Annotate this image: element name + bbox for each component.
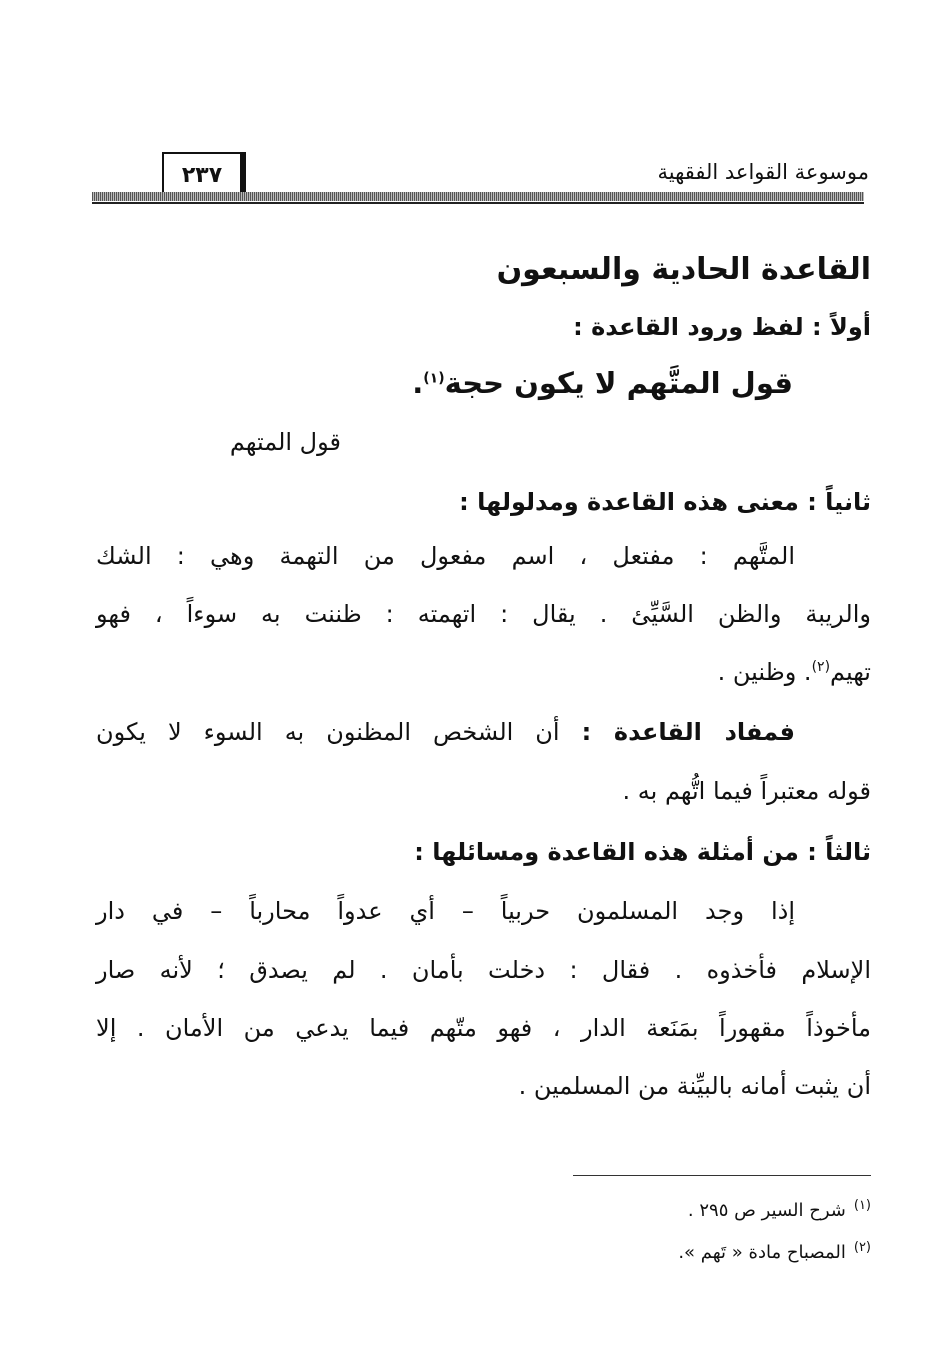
paragraph-2-text: أن الشخص المظنون به السوء لا يكون xyxy=(96,718,560,746)
rule-heading: القاعدة الحادية والسبعون xyxy=(496,252,871,287)
section-3-title: ثالثاً : من أمثلة هذه القاعدة ومسائلها : xyxy=(414,838,871,866)
rule-text: قول المتَّهم لا يكون حجة xyxy=(444,366,793,400)
paragraph-3-line-3: مأخوذاً مقهوراً بمَنَعة الدار ، فهو متّهم فيما يدعي من الأمان . إلا xyxy=(96,1014,871,1042)
footnote-separator xyxy=(573,1175,871,1176)
footnote-1-mark: (١) xyxy=(853,1198,871,1213)
section-2-title: ثانياً : معنى هذه القاعدة ومدلولها : xyxy=(459,488,871,516)
subtitle-handwritten: قول المتهم xyxy=(229,428,341,456)
paragraph-1-line-1: المتَّهم : مفتعل ، اسم مفعول من التهمة وهي : الشك xyxy=(96,542,795,570)
running-header-title: موسوعة القواعد الفقهية xyxy=(657,160,869,184)
header-rule xyxy=(92,192,864,201)
paragraph-1-line-2: والريبة والظن السَّيِّئ . يقال : اتهمته : ظننت به سوءاً ، فهو xyxy=(96,600,871,628)
paragraph-1-line-3 xyxy=(718,658,871,687)
footnote-2-text: المصباح مادة « تَهم ». xyxy=(678,1242,846,1263)
header-rule-thin xyxy=(92,202,864,204)
paragraph-1-word: تهيم xyxy=(830,658,871,686)
footnote-ref-1: (١) xyxy=(423,370,445,387)
footnote-1 xyxy=(688,1198,871,1221)
paragraph-1-end: . وظنين . xyxy=(717,658,812,686)
section-1-title: أولاً : لفظ ورود القاعدة : xyxy=(573,313,871,341)
paragraph-2-label: فمفاد القاعدة : xyxy=(581,718,795,746)
footnote-ref-2: (٢) xyxy=(811,659,831,675)
page-number: ٢٣٧ xyxy=(181,162,223,188)
footnote-1-text: شرح السير ص ٢٩٥ . xyxy=(687,1200,846,1221)
paragraph-3-line-1: إذا وجد المسلمون حربياً – أي عدواً محارباً – في دار xyxy=(96,897,795,925)
rule-end: . xyxy=(412,366,424,400)
paragraph-2-line-2: قوله معتبراً فيما اتُّهم به . xyxy=(622,777,871,805)
paragraph-2-line-1 xyxy=(96,718,795,747)
rule-statement xyxy=(412,366,793,401)
paragraph-3-line-4: أن يثبت أمانه بالبيِّنة من المسلمين . xyxy=(518,1072,871,1100)
footnote-2-mark: (٢) xyxy=(853,1240,871,1255)
paragraph-3-line-2: الإسلام فأخذوه . فقال : دخلت بأمان . لم يصدق ؛ لأنه صار xyxy=(96,956,871,984)
footnote-2 xyxy=(678,1240,871,1263)
